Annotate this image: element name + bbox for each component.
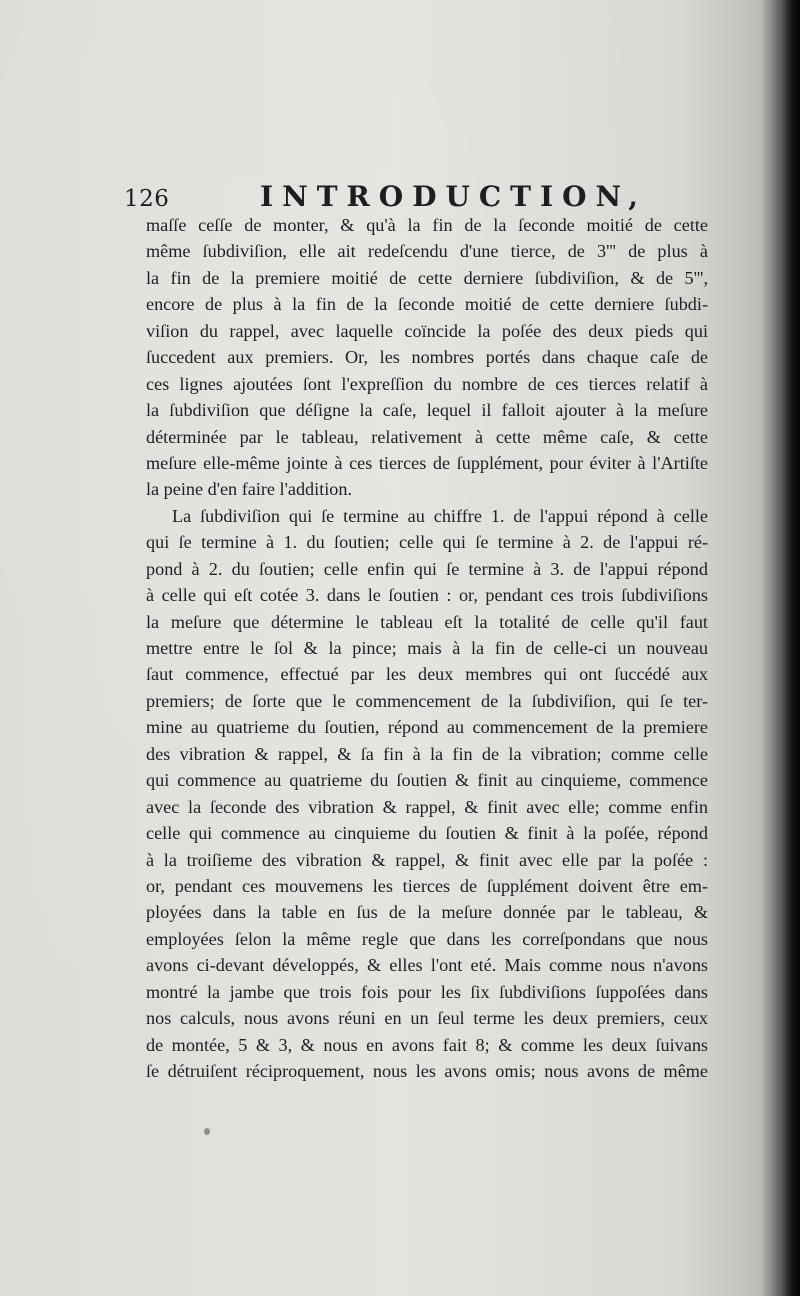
page-header <box>124 180 724 214</box>
running-head: INTRODUCTION, <box>260 180 648 213</box>
text-line: meſure elle-même jointe à ces tierces de ſupplément, pour éviter à l'Artiſte <box>146 452 708 473</box>
text-line: or, pendant ces mouvemens les tierces de ſupplément doivent être em- <box>146 875 708 896</box>
text-line: premiers; de ſorte que le commencement de la ſubdiviſion, qui ſe ter- <box>146 690 708 711</box>
text-line: ployées dans la table en ſus de la meſure donnée par le tableau, & <box>146 902 708 923</box>
paragraph <box>146 503 708 1085</box>
text-line: maſſe ceſſe de monter, & qu'à la fin de la ſeconde moitié de cette <box>146 215 708 235</box>
text-line: mine au quatrieme du ſoutien, répond au commencement de la premiere <box>146 717 708 738</box>
text-line: montré la jambe que trois fois pour les ſix ſubdiviſions ſuppoſées dans <box>146 981 708 1002</box>
text-line: avons ci-devant développés, & elles l'ont eté. Mais comme nous n'avons <box>146 955 708 976</box>
text-line: viſion du rappel, avec laquelle coïncide la poſée des deux pieds qui <box>146 320 708 341</box>
text-line: nos calculs, nous avons réuni en un ſeul terme les deux premiers, ceux <box>146 1008 708 1029</box>
text-line: pond à 2. du ſoutien; celle enfin qui ſe termine à 3. de l'appui répond <box>146 558 708 579</box>
text-line: avec la ſeconde des vibration & rappel, & finit avec elle; comme enfin <box>146 796 708 817</box>
text-line: la peine d'en faire l'addition. <box>146 479 353 500</box>
text-line: à celle qui eſt cotée 3. dans le ſoutien : or, pendant ces trois ſubdiviſions <box>146 585 708 606</box>
text-line: la meſure que détermine le tableau eſt la totalité de celle qu'il faut <box>146 611 708 632</box>
text-line: qui commence au quatrieme du ſoutien & finit au cinquieme, commence <box>146 770 708 791</box>
text-line: ſe détruiſent réciproquement, nous les avons omis; nous avons de même <box>146 1061 708 1081</box>
text-line: encore de plus à la fin de la ſeconde moitié de cette derniere ſubdi- <box>146 294 708 315</box>
text-line: de montée, 5 & 3, & nous en avons fait 8; & comme les deux ſuivans <box>146 1034 708 1055</box>
text-line: à la troiſieme des vibration & rappel, & finit avec elle par la poſée : <box>146 849 708 870</box>
body-text <box>146 212 708 1084</box>
text-line: ces lignes ajoutées ſont l'expreſſion du nombre de ces tierces relatif à <box>146 373 708 394</box>
text-line: ſuccedent aux premiers. Or, les nombres portés dans chaque caſe de <box>146 347 708 368</box>
text-line: La ſubdiviſion qui ſe termine au chiffre 1. de l'appui répond à celle <box>172 505 708 526</box>
text-line: celle qui commence au cinquieme du ſoutien & finit à la poſée, répond <box>146 823 708 844</box>
text-line: ſaut commence, effectué par les deux membres qui ont ſuccédé aux <box>146 664 708 685</box>
ink-speck <box>204 1128 210 1135</box>
text-line: qui ſe termine à 1. du ſoutien; celle qui ſe termine à 2. de l'appui ré- <box>146 532 708 553</box>
text-line: déterminée par le tableau, relativement à cette même caſe, & cette <box>146 426 708 447</box>
text-line: employées ſelon la même regle que dans les correſpondans que nous <box>146 928 708 949</box>
paragraph <box>146 212 708 503</box>
text-line: la ſubdiviſion que déſigne la caſe, lequel il falloit ajouter à la meſure <box>146 400 708 421</box>
text-line: mettre entre le ſol & la pince; mais à la fin de celle-ci un nouveau <box>146 638 708 658</box>
page-edge-shadow <box>782 0 800 1296</box>
text-line: des vibration & rappel, & ſa fin à la fin de la vibration; comme celle <box>146 743 708 764</box>
page-number: 126 <box>124 186 170 212</box>
text-line: même ſubdiviſion, elle ait redeſcendu d'une tierce, de 3''' de plus à <box>146 241 708 262</box>
text-line: la fin de la premiere moitié de cette derniere ſubdiviſion, & de 5''', <box>146 267 708 288</box>
